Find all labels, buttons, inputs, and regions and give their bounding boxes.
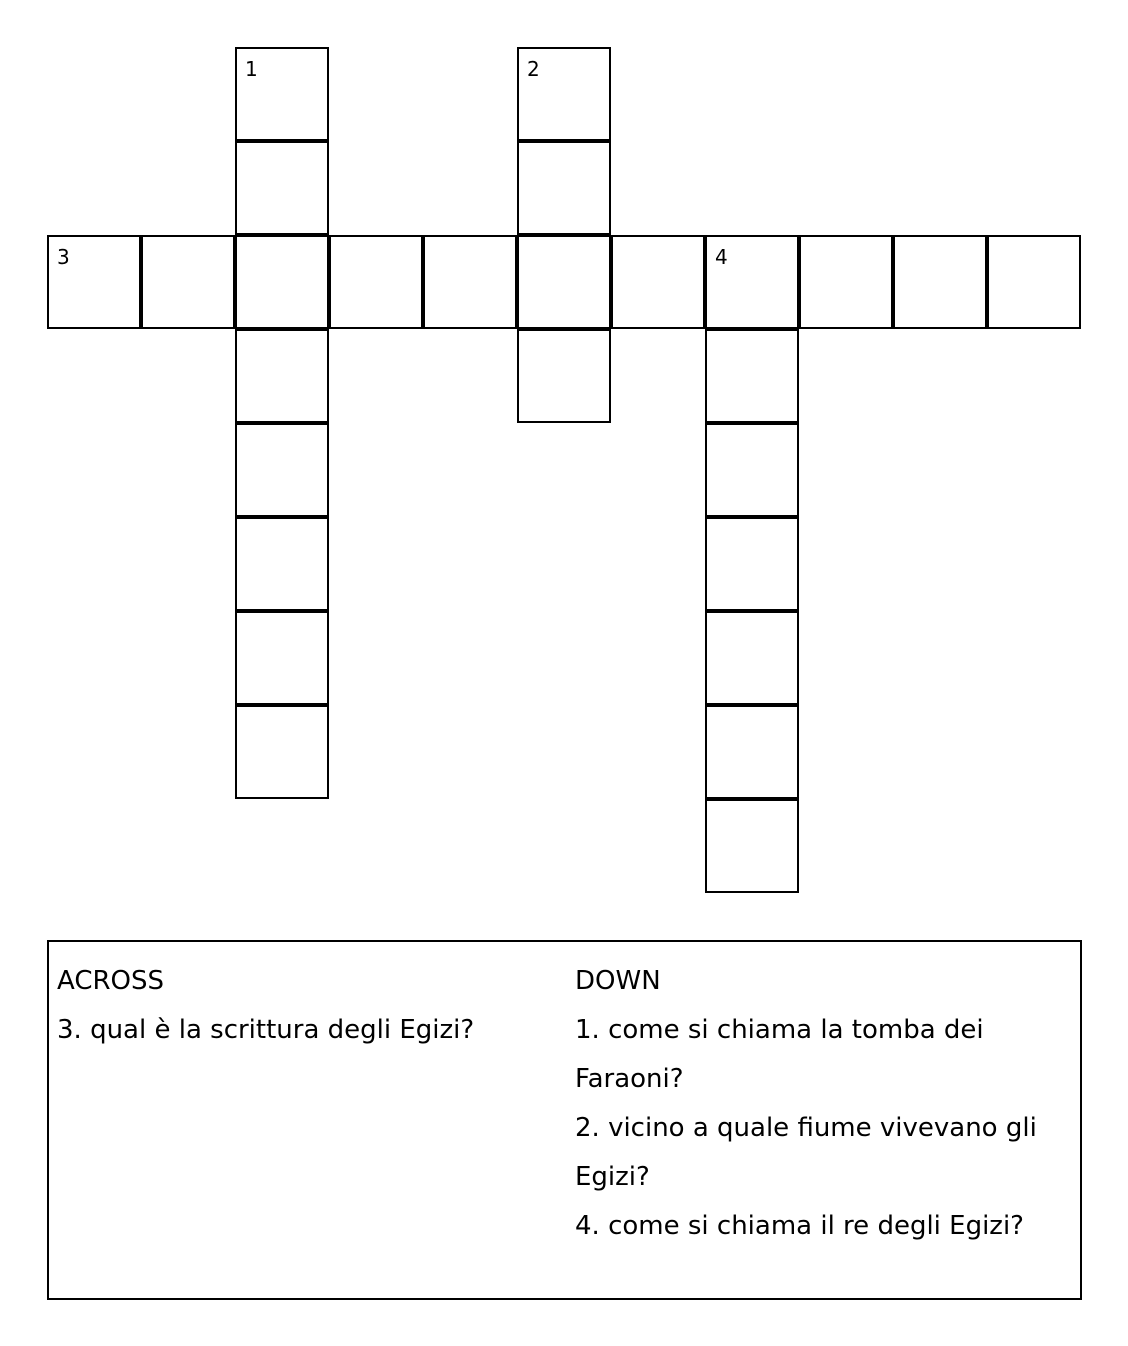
grid-cell[interactable] bbox=[47, 235, 141, 329]
cell-number: 3 bbox=[57, 245, 70, 269]
cell-number: 2 bbox=[527, 57, 540, 81]
grid-cell[interactable] bbox=[705, 705, 799, 799]
down-clues bbox=[575, 957, 1070, 1251]
grid-cell[interactable] bbox=[235, 517, 329, 611]
grid-cell[interactable] bbox=[235, 47, 329, 141]
cell-number: 1 bbox=[245, 57, 258, 81]
grid-cell[interactable] bbox=[705, 329, 799, 423]
grid-cell[interactable] bbox=[329, 235, 423, 329]
across-clue-3: 3. qual è la scrittura degli Egizi? bbox=[57, 1015, 475, 1045]
grid-cell[interactable] bbox=[235, 423, 329, 517]
grid-cell[interactable] bbox=[235, 611, 329, 705]
grid-cell[interactable] bbox=[987, 235, 1081, 329]
grid-cell[interactable] bbox=[705, 235, 799, 329]
grid-cell[interactable] bbox=[141, 235, 235, 329]
down-clue-4: 4. come si chiama il re degli Egizi? bbox=[575, 1211, 1024, 1241]
across-heading: ACROSS bbox=[57, 966, 165, 996]
grid-cell[interactable] bbox=[423, 235, 517, 329]
grid-cell[interactable] bbox=[517, 235, 611, 329]
grid-cell[interactable] bbox=[235, 235, 329, 329]
down-heading: DOWN bbox=[575, 966, 661, 996]
across-clues bbox=[57, 957, 557, 1055]
grid-cell[interactable] bbox=[611, 235, 705, 329]
grid-cell[interactable] bbox=[893, 235, 987, 329]
grid-cell[interactable] bbox=[517, 47, 611, 141]
grid-cell[interactable] bbox=[705, 517, 799, 611]
grid-cell[interactable] bbox=[705, 423, 799, 517]
clues-panel bbox=[47, 940, 1082, 1300]
grid-cell[interactable] bbox=[705, 611, 799, 705]
grid-cell[interactable] bbox=[517, 141, 611, 235]
down-clue-1: 1. come si chiama la tomba dei Faraoni? bbox=[575, 1015, 984, 1094]
grid-cell[interactable] bbox=[235, 141, 329, 235]
grid-cell[interactable] bbox=[235, 705, 329, 799]
cell-number: 4 bbox=[715, 245, 728, 269]
grid-cell[interactable] bbox=[799, 235, 893, 329]
grid-cell[interactable] bbox=[517, 329, 611, 423]
grid-cell[interactable] bbox=[705, 799, 799, 893]
down-clue-2: 2. vicino a quale fiume vivevano gli Egizi? bbox=[575, 1113, 1037, 1192]
grid-cell[interactable] bbox=[235, 329, 329, 423]
